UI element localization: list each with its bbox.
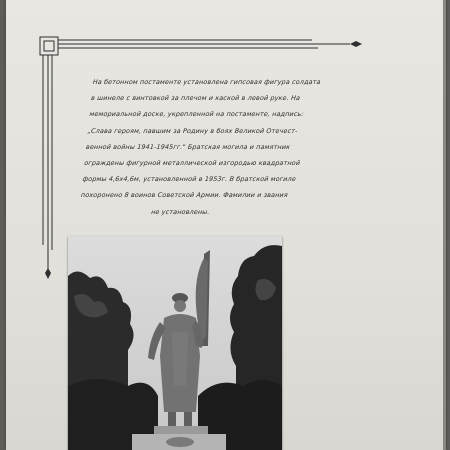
soldier-monument-photo bbox=[68, 236, 282, 450]
text-line: не установлены. bbox=[150, 207, 211, 216]
text-line: мемориальной доске, укрепленной на постаменте, надпись: bbox=[88, 110, 305, 119]
text-line: „Слава героям, павшим за Родину в боях Великой Отечест- bbox=[87, 126, 298, 135]
text-line: похоронено 8 воинов Советской Армии. Фамилии и звания bbox=[80, 191, 289, 200]
statue-coat-highlight bbox=[172, 332, 188, 386]
photo-image bbox=[68, 236, 282, 450]
text-line: венной войны 1941-1945гг." Братская могила и памятник bbox=[85, 142, 291, 151]
memorial-description bbox=[78, 74, 365, 220]
corner-ornament-outer bbox=[40, 37, 58, 55]
top-rule-terminal bbox=[350, 41, 362, 47]
corner-ornament-inner bbox=[44, 41, 54, 51]
left-rule-terminal bbox=[45, 268, 51, 279]
text-line: формы 4,6х4,6м, установленной в 1953г. В братской могиле bbox=[82, 175, 297, 184]
text-line: в шинеле с винтовкой за плечом и каской в левой руке. На bbox=[90, 94, 301, 103]
text-line: ограждены фигурной металлической изгородью квадратной bbox=[83, 159, 301, 168]
text-line: На бетонном постаменте установлена гипсовая фигура солдата bbox=[92, 78, 322, 86]
statue-head bbox=[174, 300, 186, 312]
wreath-emblem bbox=[166, 437, 194, 447]
pedestal-top bbox=[154, 426, 208, 434]
